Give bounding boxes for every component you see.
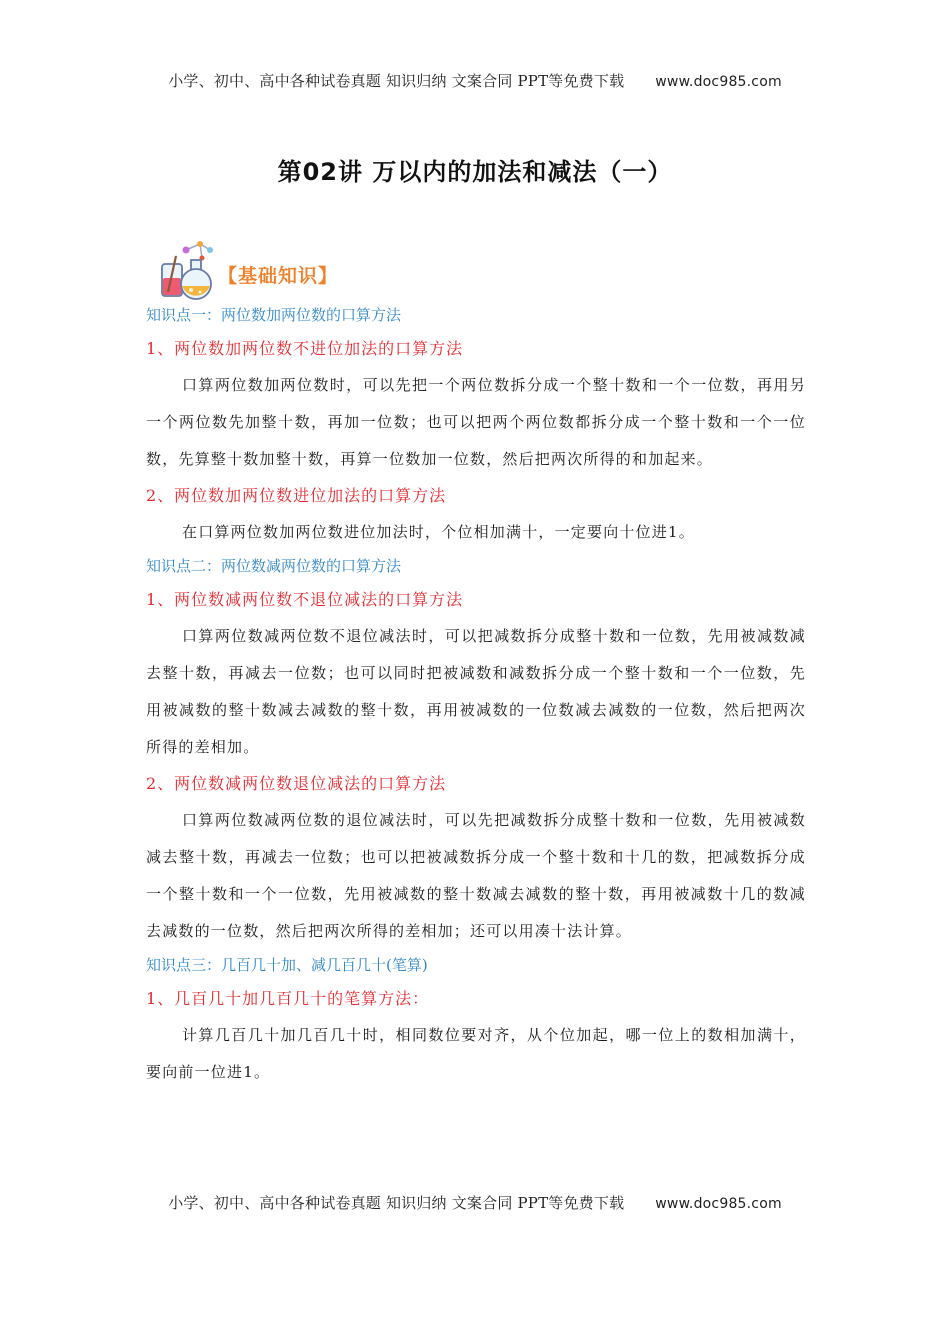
kp1-sub2-title: 2、两位数加两位数进位加法的口算方法 xyxy=(146,486,447,505)
kp2-sub1-title: 1、两位数减两位数不退位减法的口算方法 xyxy=(146,590,464,609)
knowledge-point-1-title: 知识点一：两位数加两位数的口算方法 xyxy=(146,306,402,324)
footer-text: 小学、初中、高中各种试卷真题 知识归纳 文案合同 PPT等免费下载 xyxy=(168,1194,625,1212)
kp1-sub2-paragraph: 在口算两位数加两位数进位加法时，个位相加满十，一定要向十位进1。 xyxy=(182,523,695,541)
lab-flask-icon xyxy=(156,238,222,302)
section-label: 【基础知识】 xyxy=(218,265,339,287)
section-banner xyxy=(156,238,338,302)
kp2-sub1-paragraph: 口算两位数减两位数不退位减法时，可以把减数拆分成整十数和一位数，先用被减数减去整十数，再减去一位数；也可以同时把被减数和减数拆分成一个整十数和一个一位数，先用被减数的整十数减去减数的整十数，再用被减数的一位数减去减数的一位数，然后把两次所得的差相加。 xyxy=(146,627,806,756)
page-header xyxy=(0,70,950,91)
kp3-sub1-paragraph: 计算几百几十加几百几十时，相同数位要对齐，从个位加起，哪一位上的数相加满十，要向前一位进1。 xyxy=(146,1026,806,1081)
document-body xyxy=(146,300,806,1091)
header-site-link[interactable]: www.doc985.com xyxy=(655,74,782,90)
knowledge-point-2-title: 知识点二：两位数减两位数的口算方法 xyxy=(146,557,402,575)
kp3-sub1-title: 1、几百几十加几百几十的笔算方法： xyxy=(146,989,430,1008)
header-text: 小学、初中、高中各种试卷真题 知识归纳 文案合同 PPT等免费下载 xyxy=(168,72,625,90)
kp2-sub2-paragraph: 口算两位数减两位数的退位减法时，可以先把减数拆分成整十数和一位数，先用被减数减去整十数，再减去一位数；也可以把被减数拆分成一个整十数和十几的数，把减数拆分成一个整十数和一个一位数，先用被减数的整十数减去减数的整十数，再用被减数十几的数减去减数的一位数，然后把两次所得的差相加；还可以用凑十法计算。 xyxy=(146,811,806,940)
knowledge-point-3-title: 知识点三：几百几十加、减几百几十(笔算) xyxy=(146,956,428,974)
kp1-sub1-title: 1、两位数加两位数不进位加法的口算方法 xyxy=(146,339,464,358)
kp2-sub2-title: 2、两位数减两位数退位减法的口算方法 xyxy=(146,774,447,793)
kp1-sub1-paragraph: 口算两位数加两位数时，可以先把一个两位数拆分成一个整十数和一个一位数，再用另一个两位数先加整十数，再加一位数；也可以把两个两位数都拆分成一个整十数和一个一位数，先算整十数加整十数，再算一位数加一位数，然后把两次所得的和加起来。 xyxy=(146,376,806,468)
page-footer xyxy=(0,1192,950,1213)
page-title: 第02讲 万以内的加法和减法（一） xyxy=(277,158,673,186)
footer-site-link[interactable]: www.doc985.com xyxy=(655,1196,782,1212)
